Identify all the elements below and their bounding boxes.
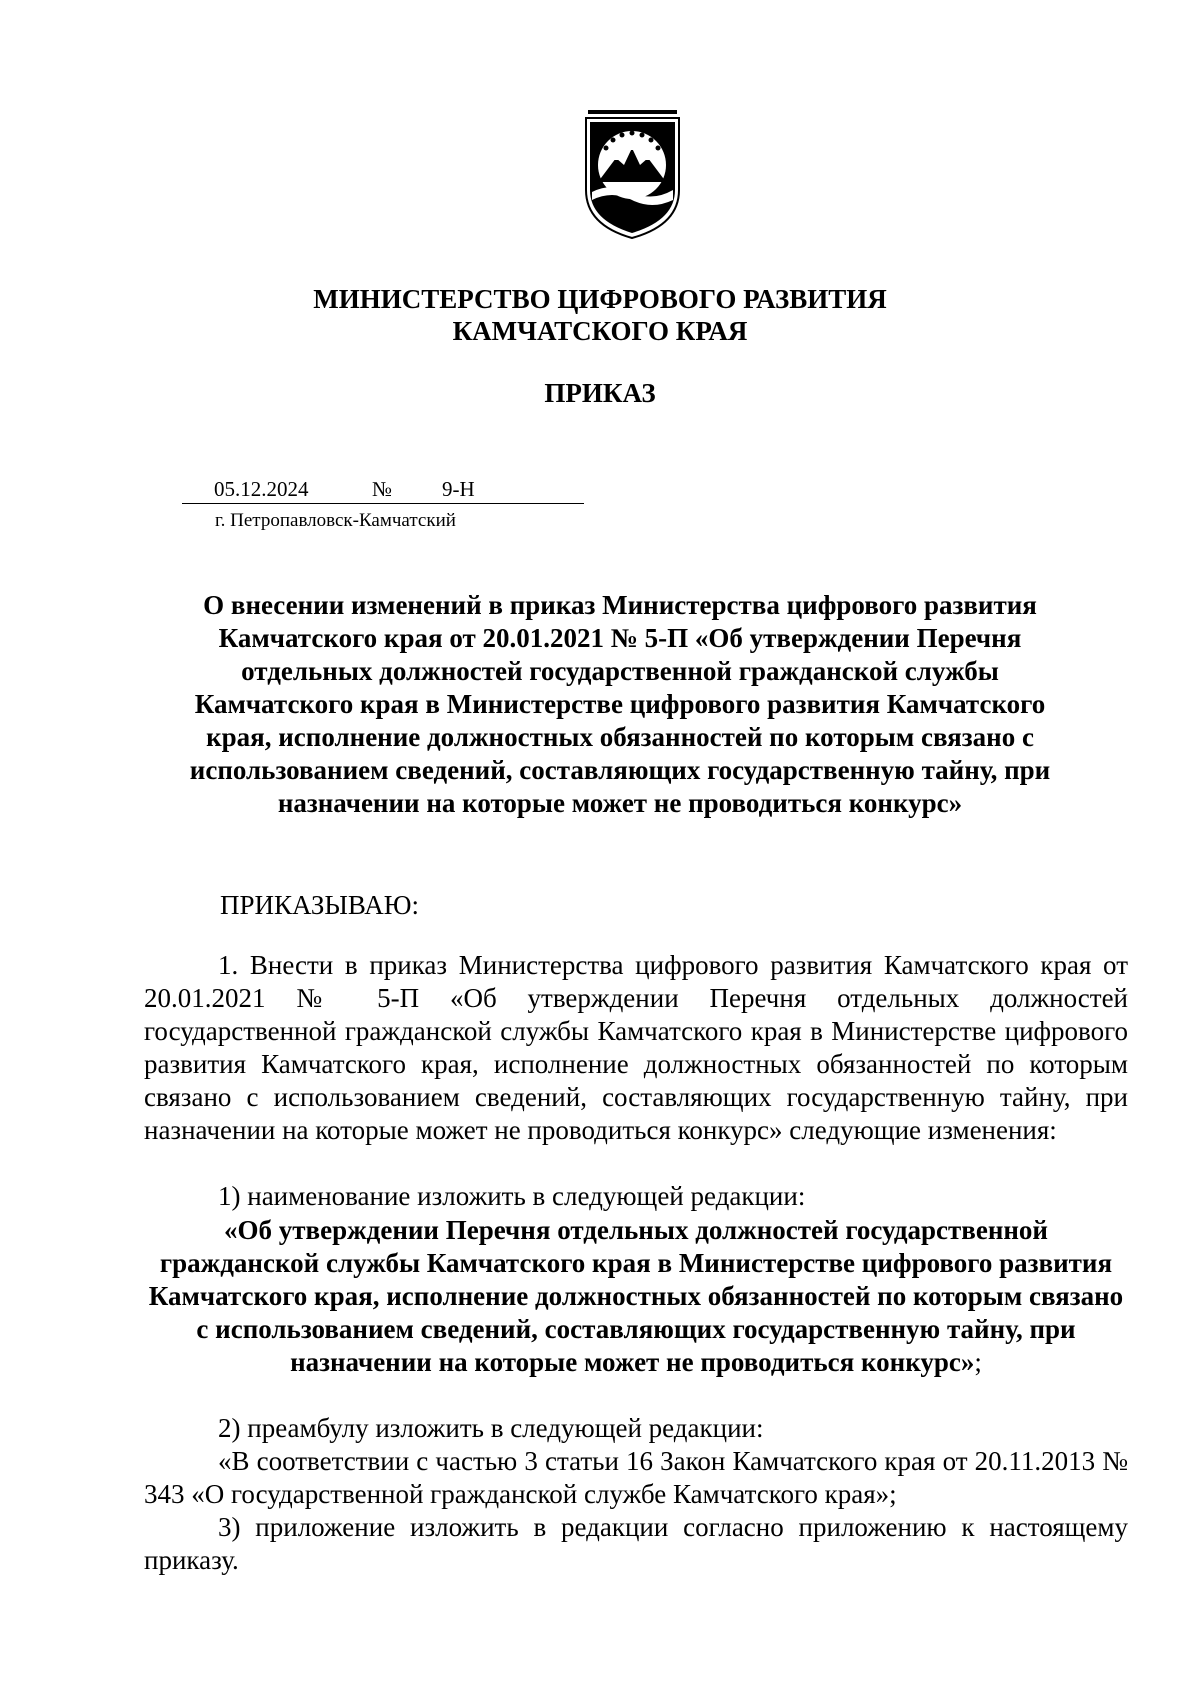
item-1-new-title	[144, 1214, 1128, 1379]
item-2: 2) преамбулу изложить в следующей редакции:	[218, 1413, 764, 1443]
document-number: 9-Н	[442, 477, 475, 501]
document-title: О внесении изменений в приказ Министерства цифрового развития Камчатского края от 20.01.2021 № 5-П «Об утверждении Перечня отдельных должностей государственной гражданской службы Камчатского края в Министерстве цифрового развития Камчатского края, исполнение должностных обязанностей по которым связано с использованием сведений, составляющих государственную тайну, при назначении на которые может не проводиться конкурс»	[189, 590, 1051, 818]
date-number-row	[182, 477, 584, 504]
issue-city: г. Петропавловск-Камчатский	[215, 510, 456, 531]
item-1-new-title-text: «Об утверждении Перечня отдельных должностей государственной гражданской службы Камчатского края в Министерстве цифрового развития Камчатского края, исполнение должностных обязанностей по которым связано с использованием сведений, составляющих государственную тайну, при назначении на которые может не проводиться конкурс»	[148, 1215, 1124, 1377]
item-3: 3) приложение изложить в редакции согласно приложению к настоящему приказу.	[144, 1512, 1128, 1575]
number-sign: №	[372, 477, 393, 501]
item-1: 1) наименование изложить в следующей редакции:	[218, 1181, 806, 1211]
kamchatka-coat-of-arms-icon	[580, 110, 685, 240]
ministry-name-line1: МИНИСТЕРСТВО ЦИФРОВОГО РАЗВИТИЯ	[313, 284, 887, 314]
ministry-name-line2: КАМЧАТСКОГО КРАЯ	[452, 316, 748, 346]
item-2-text: «В соответствии с частью 3 статьи 16 Закон Камчатского края от 20.11.2013 № 343 «О государственной гражданской службе Камчатского края»;	[144, 1446, 1128, 1509]
paragraph-1: 1. Внести в приказ Министерства цифрового развития Камчатского края от 20.01.2021 № 5-П «Об утверждении Перечня отдельных должностей государственной гражданской службы Камчатского края в Министерстве цифрового развития Камчатского края, исполнение должностных обязанностей по которым связано с использованием сведений, составляющих государственную тайну, при назначении на которые может не проводиться конкурс» следующие изменения:	[144, 950, 1128, 1145]
document-type: ПРИКАЗ	[544, 378, 656, 408]
ministry-name	[0, 283, 1200, 347]
item-1-new-title-end: ;	[974, 1347, 982, 1377]
document-date: 05.12.2024	[214, 477, 309, 501]
order-word: ПРИКАЗЫВАЮ:	[220, 890, 419, 920]
